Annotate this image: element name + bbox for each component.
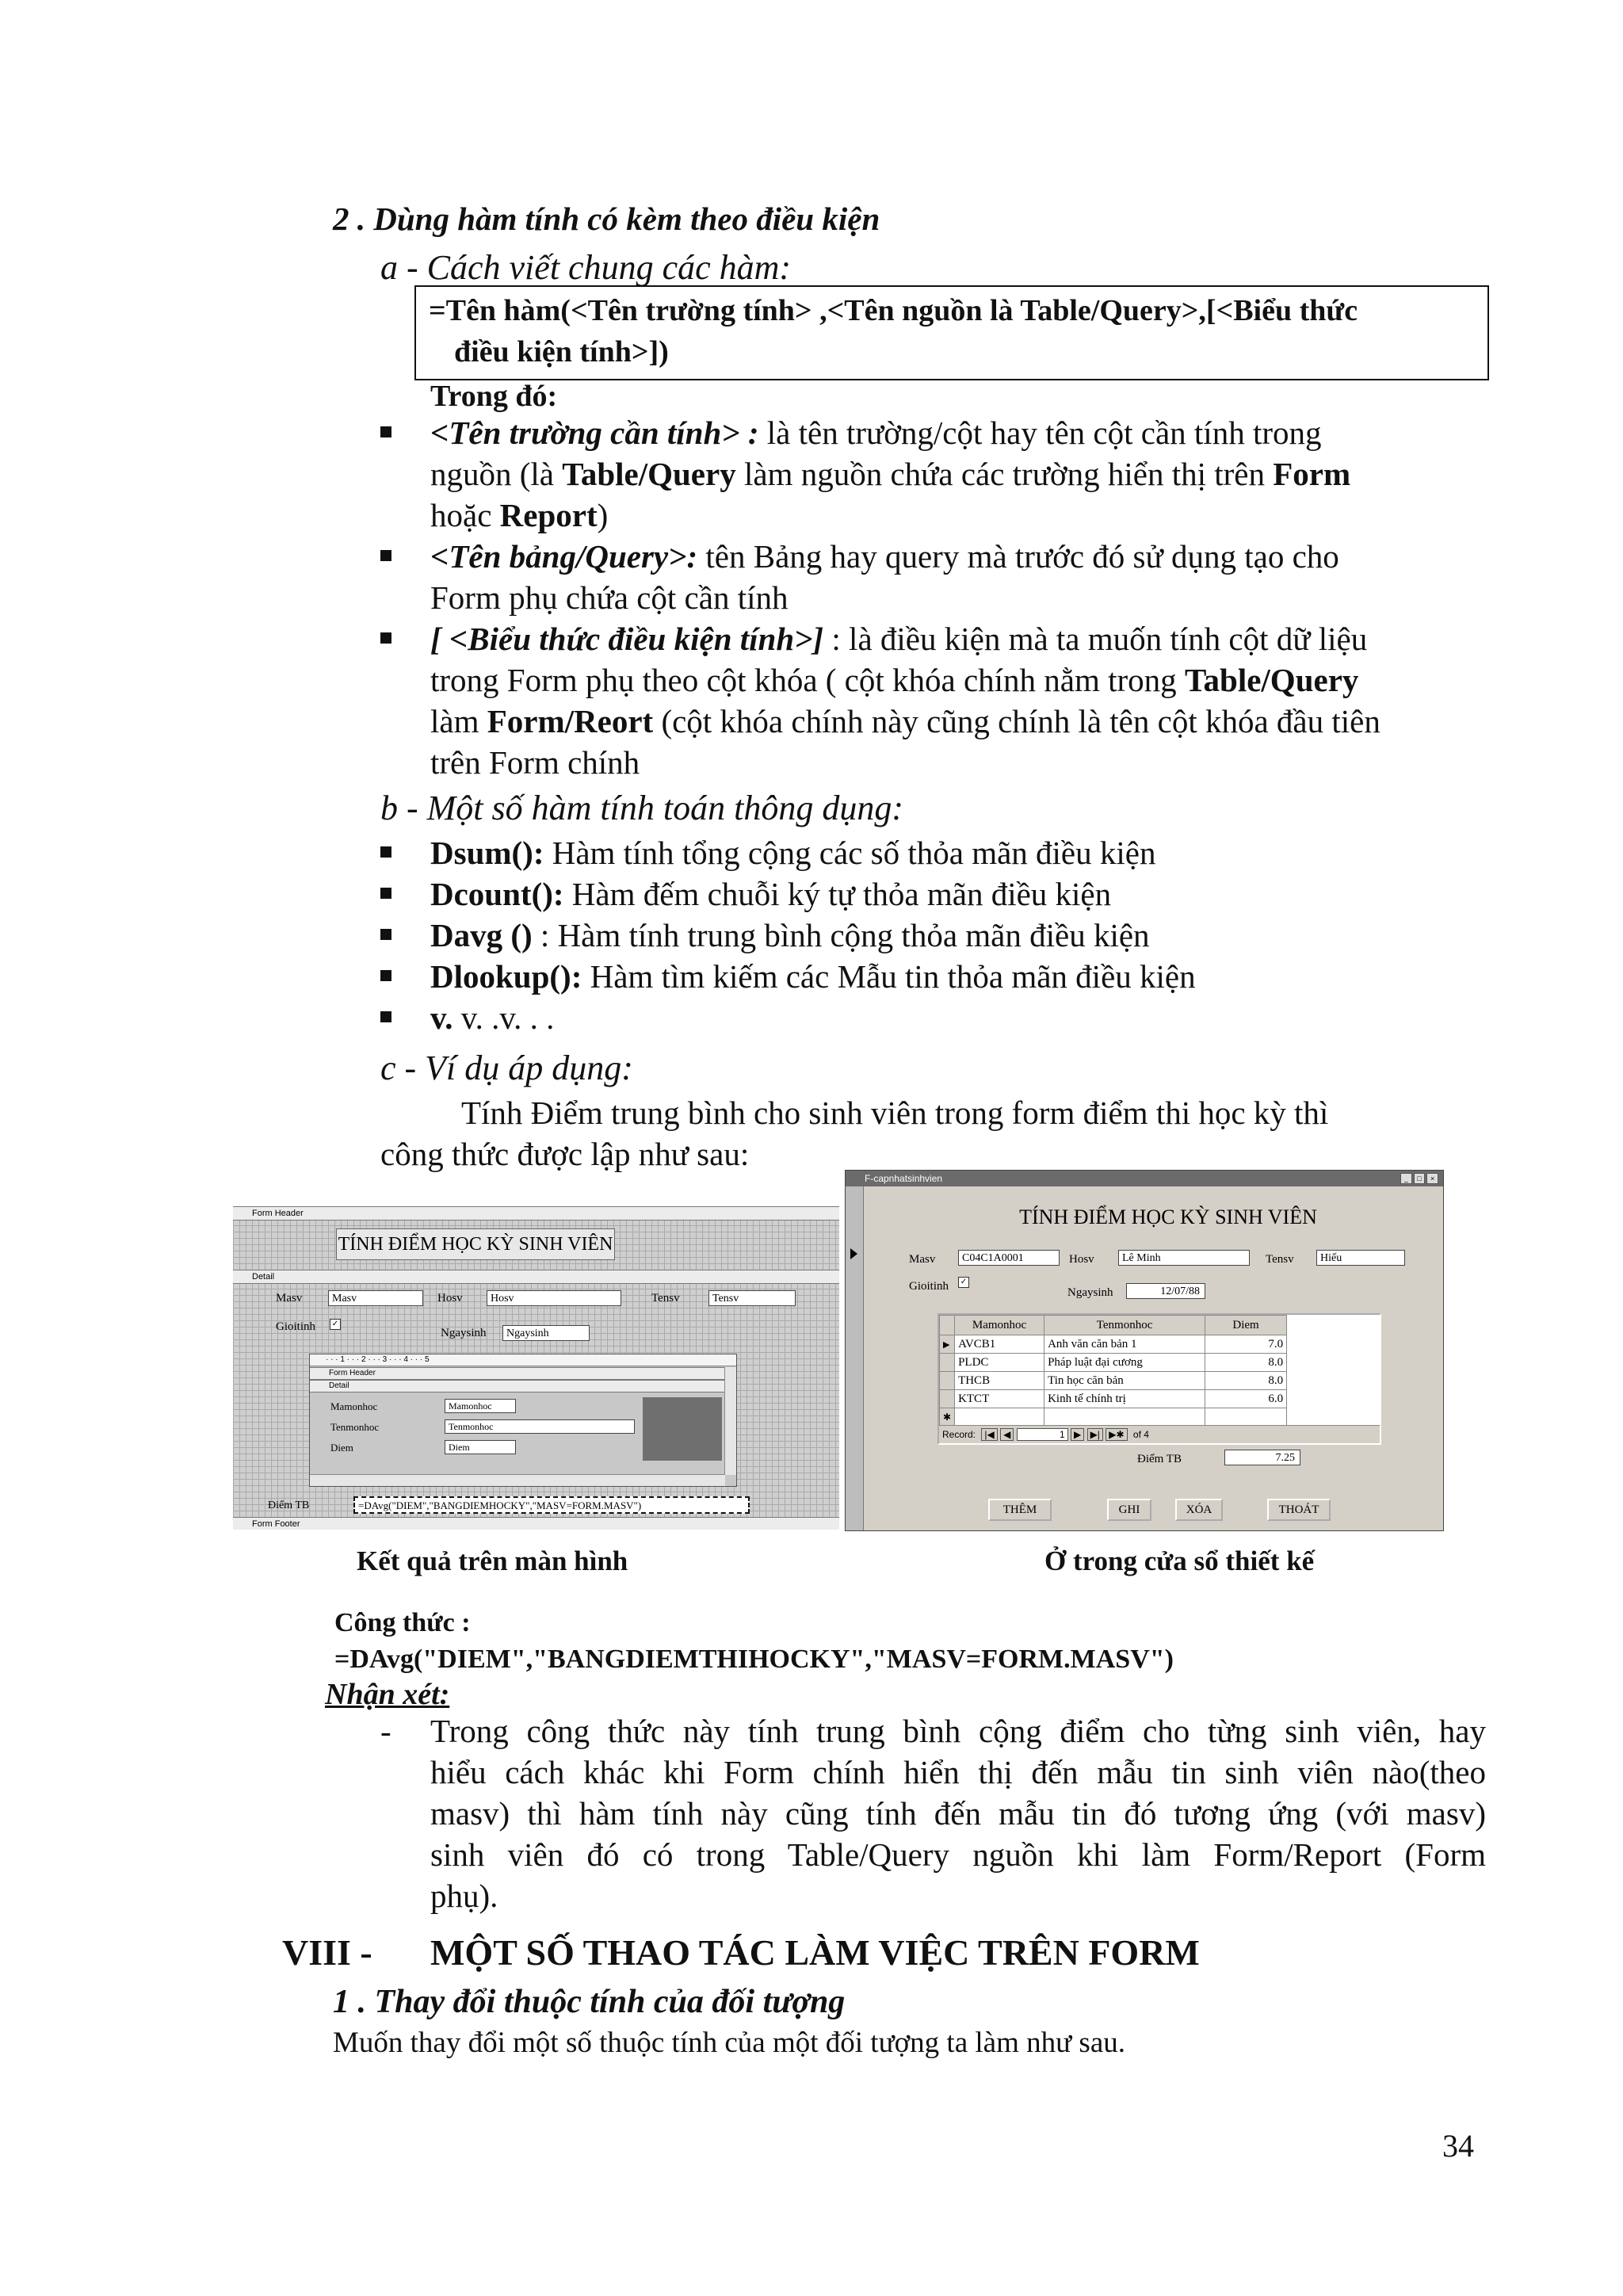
ngaysinh-field[interactable]: 12/07/88 <box>1126 1283 1205 1299</box>
subsection-text: Muốn thay đổi một số thuộc tính của một đối tượng ta làm như sau. <box>333 2027 1125 2059</box>
subform-header-bar: Form Header <box>310 1367 736 1380</box>
sub-label: Mamonhoc <box>330 1400 378 1412</box>
section-number: VIII - <box>282 1932 372 1973</box>
subheading-a: a - Cách viết chung các hàm: <box>380 248 792 287</box>
bullet-marker <box>380 929 391 940</box>
hosv-field: Hosv <box>487 1290 621 1306</box>
remark-heading: Nhận xét: <box>325 1678 450 1711</box>
new-record-icon: ✱ <box>940 1408 955 1427</box>
gioitinh-checkbox[interactable]: ✓ <box>958 1277 969 1288</box>
section-heading: MỘT SỐ THAO TÁC LÀM VIỆC TRÊN FORM <box>430 1932 1200 1973</box>
design-view-screenshot <box>233 1206 839 1530</box>
table-row[interactable] <box>940 1372 1287 1390</box>
subform-hscroll[interactable] <box>310 1474 725 1486</box>
bullet-marker <box>380 632 391 644</box>
save-button[interactable]: GHI <box>1107 1499 1151 1521</box>
trong-do-label: Trong đó: <box>430 380 558 413</box>
form-title: TÍNH ĐIỂM HỌC KỲ SINH VIÊN <box>1019 1205 1317 1228</box>
sub-label: Tenmonhoc <box>330 1421 380 1433</box>
subsection-title: 1 . Thay đổi thuộc tính của đối tượng <box>333 1984 846 2020</box>
remark-dash: - <box>380 1713 391 1749</box>
bullet-2-line-1: <Tên bảng/Query>: tên Bảng hay query mà trước đó sử dụng tạo cho <box>430 538 1339 575</box>
next-record-icon[interactable]: ▶ <box>1071 1428 1084 1441</box>
ngaysinh-field: Ngaysinh <box>502 1325 590 1341</box>
delete-button[interactable]: XÓA <box>1175 1499 1223 1521</box>
table-cell[interactable]: KTCT <box>955 1390 1044 1408</box>
bullet-marker <box>380 426 391 437</box>
formula-field: =DAvg("DIEM","BANGDIEMHOCKY","MASV=FORM.MASV") <box>353 1496 750 1514</box>
formula-label: Công thức : <box>334 1608 471 1637</box>
column-header[interactable]: Diem <box>1205 1316 1287 1335</box>
tensv-field: Tensv <box>708 1290 796 1306</box>
form-view-screenshot <box>845 1170 1444 1531</box>
masv-field: Masv <box>328 1290 423 1306</box>
table-cell[interactable]: Kinh tế chính trị <box>1044 1390 1205 1408</box>
record-count: of 4 <box>1132 1429 1149 1440</box>
maximize-icon[interactable]: □ <box>1414 1173 1426 1184</box>
bullet-3-line-4: trên Form chính <box>430 744 640 781</box>
bullet-3-line-3: làm Form/Reort (cột khóa chính này cũng chính là tên cột khóa đầu tiên <box>430 703 1381 739</box>
table-cell[interactable]: 6.0 <box>1205 1390 1287 1408</box>
syntax-box <box>414 285 1489 380</box>
record-label: Record: <box>942 1429 976 1440</box>
tensv-label: Tensv <box>651 1292 680 1305</box>
tensv-field[interactable]: Hiếu <box>1316 1250 1405 1266</box>
bullet-marker <box>380 1011 391 1022</box>
new-record-row[interactable] <box>940 1408 1287 1427</box>
subform-ruler: · · · 1 · · · 2 · · · 3 · · · 4 · · · 5 <box>310 1354 736 1366</box>
function-item: Davg () : Hàm tính trung bình cộng thỏa mãn điều kiện <box>430 917 1150 953</box>
subheading-b: b - Một số hàm tính toán thông dụng: <box>380 789 903 827</box>
row-pointer-icon: ▶ <box>940 1335 955 1354</box>
column-header[interactable]: Mamonhoc <box>955 1316 1044 1335</box>
caption-right: Ở trong cửa sổ thiết kế <box>1044 1545 1315 1576</box>
bullet-marker <box>380 970 391 981</box>
subheading-c: c - Ví dụ áp dụng: <box>380 1049 633 1087</box>
bullet-3-line-1: [ <Biểu thức điều kiện tính>] : là điều kiện mà ta muốn tính cột dữ liệu <box>430 621 1368 657</box>
tensv-label: Tensv <box>1266 1253 1294 1266</box>
table-cell[interactable]: Tin học căn bản <box>1044 1372 1205 1390</box>
bullet-marker <box>380 846 391 858</box>
table-cell[interactable]: 7.0 <box>1205 1335 1287 1354</box>
grades-table <box>939 1315 1287 1427</box>
example-text-line-2: công thức được lập như sau: <box>380 1136 750 1172</box>
function-item: Dcount(): Hàm đếm chuỗi ký tự thỏa mãn điều kiện <box>430 876 1112 912</box>
form-footer-bar: Form Footer <box>233 1517 839 1530</box>
sub-field: Tenmonhoc <box>445 1419 635 1434</box>
record-navigator <box>939 1425 1380 1443</box>
table-cell[interactable]: Anh văn căn bản 1 <box>1044 1335 1205 1354</box>
record-selector[interactable] <box>846 1186 864 1530</box>
subform-vscroll[interactable] <box>724 1367 736 1475</box>
hosv-label: Hosv <box>1069 1253 1094 1266</box>
function-item: v. v. .v. . . <box>430 999 555 1036</box>
hosv-field[interactable]: Lê Minh <box>1118 1250 1250 1266</box>
subform-gray-area <box>643 1397 722 1461</box>
column-header[interactable]: Tenmonhoc <box>1044 1316 1205 1335</box>
form-header-bar: Form Header <box>233 1206 839 1221</box>
table-row[interactable] <box>940 1354 1287 1372</box>
caption-left: Kết quả trên màn hình <box>357 1545 628 1576</box>
table-cell[interactable] <box>1205 1408 1287 1427</box>
subform-control <box>309 1354 737 1487</box>
table-cell[interactable] <box>1044 1408 1205 1427</box>
syntax-line-2: điều kiện tính>]) <box>454 335 669 369</box>
exit-button[interactable]: THOÁT <box>1267 1499 1331 1521</box>
add-button[interactable]: THÊM <box>988 1499 1052 1521</box>
sub-label: Diem <box>330 1442 353 1454</box>
row-selector[interactable] <box>940 1372 955 1390</box>
row-selector[interactable] <box>940 1354 955 1372</box>
bullet-1-line-3: hoặc Report) <box>430 497 609 533</box>
table-cell[interactable] <box>955 1408 1044 1427</box>
window-title-bar: F-capnhatsinhvien <box>846 1171 1443 1186</box>
table-cell[interactable]: Pháp luật đại cương <box>1044 1354 1205 1372</box>
minimize-icon[interactable]: _ <box>1400 1173 1412 1184</box>
diem-tb-label: Điểm TB <box>268 1499 310 1511</box>
masv-label: Masv <box>276 1292 303 1305</box>
example-text-line-1: Tính Điểm trung bình cho sinh viên trong form điểm thi học kỳ thì <box>461 1095 1329 1131</box>
subform-datasheet <box>938 1313 1381 1445</box>
bullet-3-line-2: trong Form phụ theo cột khóa ( cột khóa chính nằm trong Table/Query <box>430 662 1359 698</box>
bullet-2-line-2: Form phụ chứa cột cần tính <box>430 579 789 616</box>
hosv-label: Hosv <box>437 1292 463 1305</box>
table-cell[interactable]: 8.0 <box>1205 1372 1287 1390</box>
table-cell[interactable]: THCB <box>955 1372 1044 1390</box>
first-record-icon[interactable]: |◀ <box>981 1428 997 1441</box>
ngaysinh-label: Ngaysinh <box>441 1327 487 1339</box>
bullet-marker <box>380 888 391 899</box>
page-number: 34 <box>1442 2128 1474 2164</box>
subform-detail-bar: Detail <box>310 1380 736 1392</box>
table-cell[interactable]: PLDC <box>955 1354 1044 1372</box>
function-item: Dsum(): Hàm tính tổng cộng các số thỏa mãn điều kiện <box>430 835 1156 871</box>
close-icon[interactable]: × <box>1426 1173 1438 1184</box>
prev-record-icon[interactable]: ◀ <box>1000 1428 1014 1441</box>
table-row[interactable] <box>940 1335 1287 1354</box>
gioitinh-label: Gioitinh <box>276 1320 316 1333</box>
last-record-icon[interactable]: ▶| <box>1087 1428 1103 1441</box>
sub-field: Diem <box>445 1440 516 1454</box>
record-number-field[interactable]: 1 <box>1017 1428 1068 1441</box>
remark-line: hiểu cách khác khi Form chính hiển thị đến mẫu tin sinh viên nào(theo <box>430 1754 1486 1790</box>
record-pointer-icon <box>850 1248 857 1259</box>
syntax-line-1: =Tên hàm(<Tên trường tính> ,<Tên nguồn là Table/Query>,[<Biểu thức <box>429 294 1358 327</box>
masv-label: Masv <box>909 1253 936 1266</box>
ngaysinh-label: Ngaysinh <box>1067 1286 1113 1299</box>
bullet-1-line-2: nguồn (là Table/Query làm nguồn chứa các trường hiển thị trên Form <box>430 456 1351 492</box>
bullet-marker <box>380 550 391 561</box>
table-row[interactable] <box>940 1390 1287 1408</box>
table-cell[interactable]: AVCB1 <box>955 1335 1044 1354</box>
formula-text: =DAvg("DIEM","BANGDIEMTHIHOCKY","MASV=FORM.MASV") <box>334 1645 1174 1674</box>
remark-line: phụ). <box>430 1878 498 1914</box>
sub-field: Mamonhoc <box>445 1399 516 1413</box>
detail-bar: Detail <box>233 1270 839 1284</box>
diem-tb-field[interactable]: 7.25 <box>1224 1450 1300 1465</box>
bullet-1-line-1: <Tên trường cần tính> : là tên trường/cột hay tên cột cần tính trong <box>430 415 1322 451</box>
remark-line: sinh viên đó có trong Table/Query nguồn khi làm Form/Report (Form <box>430 1836 1486 1873</box>
new-record-nav-icon[interactable]: ▶✱ <box>1106 1428 1127 1441</box>
design-title-label: TÍNH ĐIỂM HỌC KỲ SINH VIÊN <box>336 1228 615 1260</box>
masv-field[interactable]: C04C1A0001 <box>958 1250 1060 1266</box>
remark-line: masv) thì hàm tính này cũng tính đến mẫu tin đó tương ứng (với masv) <box>430 1795 1486 1832</box>
table-cell[interactable]: 8.0 <box>1205 1354 1287 1372</box>
diem-tb-label: Điểm TB <box>1137 1453 1182 1465</box>
gioitinh-label: Gioitinh <box>909 1280 949 1293</box>
section-title: 2 . Dùng hàm tính có kèm theo điều kiện <box>333 201 880 237</box>
gioitinh-checkbox: ✓ <box>330 1319 341 1330</box>
row-selector[interactable] <box>940 1390 955 1408</box>
window-controls <box>1400 1173 1438 1184</box>
remark-line: Trong công thức này tính trung bình cộng điểm cho từng sinh viên, hay <box>430 1713 1486 1749</box>
row-selector-header <box>940 1316 955 1335</box>
table-header-row <box>940 1316 1287 1335</box>
function-item: Dlookup(): Hàm tìm kiếm các Mẫu tin thỏa mãn điều kiện <box>430 958 1196 995</box>
